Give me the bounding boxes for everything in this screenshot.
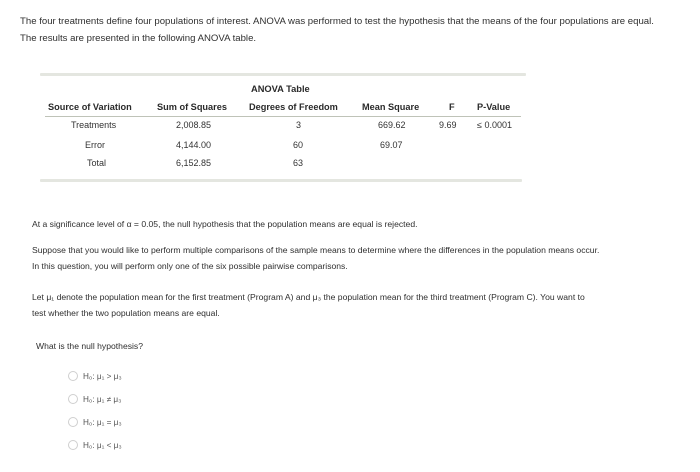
- anova-table: [40, 73, 526, 168]
- let-mu-text: [32, 289, 585, 321]
- multiple-line-1: Suppose that you would like to perform multiple comparisons of the sample means to determine where the differences in the population means occur.: [32, 245, 600, 255]
- question-text: What is the null hypothesis?: [36, 341, 144, 351]
- row-treatments-f: 9.69: [439, 120, 457, 130]
- table-bottom-rule: [40, 179, 522, 182]
- radio-button[interactable]: [68, 440, 78, 450]
- option-equal[interactable]: [68, 417, 122, 427]
- row-treatments-df: 3: [296, 120, 302, 130]
- multiple-comparisons-text: [32, 242, 599, 274]
- row-total-ss: 6,152.85: [176, 158, 212, 168]
- row-treatments-ss: 2,008.85: [176, 120, 212, 130]
- header-ss: Sum of Squares: [157, 102, 227, 112]
- option-label: H₀: μ₁ > μ₃: [83, 371, 122, 381]
- option-greater[interactable]: [68, 371, 122, 381]
- header-p: P-Value: [477, 102, 511, 112]
- row-treatments-ms: 669.62: [378, 120, 406, 130]
- radio-button[interactable]: [68, 371, 78, 381]
- multiple-line-2: In this question, you will perform only one of the six possible pairwise comparisons.: [32, 261, 348, 271]
- row-total-source: Total: [87, 158, 107, 168]
- option-label: H₀: μ₁ ≠ μ₃: [83, 394, 122, 404]
- let-mu-line-2: test whether the two population means are equal.: [32, 308, 220, 318]
- row-treatments-p: ≤ 0.0001: [477, 120, 512, 130]
- table-top-rule: [40, 73, 526, 76]
- row-error-df: 60: [293, 140, 304, 150]
- option-not-equal[interactable]: [68, 394, 121, 404]
- option-label: H₀: μ₁ = μ₃: [83, 417, 122, 427]
- row-treatments-source: Treatments: [71, 120, 117, 130]
- header-ms: Mean Square: [362, 102, 420, 112]
- let-mu-line-1: Let μ₁ denote the population mean for the first treatment (Program A) and μ₃ the population mean for the third treatment (Program C). You want to: [32, 292, 585, 302]
- header-f: F: [449, 102, 455, 112]
- radio-button[interactable]: [68, 417, 78, 427]
- header-source: Source of Variation: [48, 102, 132, 112]
- intro-line-2: The results are presented in the following ANOVA table.: [20, 33, 257, 44]
- significance-text: At a significance level of α = 0.05, the null hypothesis that the population means are equal is rejected.: [32, 219, 418, 229]
- row-error-ms: 69.07: [380, 140, 403, 150]
- row-total-df: 63: [293, 158, 304, 168]
- header-df: Degrees of Freedom: [249, 102, 338, 112]
- anova-table-title: ANOVA Table: [251, 84, 310, 94]
- radio-button[interactable]: [68, 394, 78, 404]
- row-error-ss: 4,144.00: [176, 140, 212, 150]
- header-rule: [45, 116, 521, 117]
- intro-text: [20, 13, 695, 47]
- row-error-source: Error: [85, 140, 105, 150]
- intro-line-1: The four treatments define four populations of interest. ANOVA was performed to test the hypothesis that the means of the four populations are equal.: [20, 16, 654, 27]
- option-label: H₀: μ₁ < μ₃: [83, 440, 122, 450]
- option-less[interactable]: [68, 440, 122, 450]
